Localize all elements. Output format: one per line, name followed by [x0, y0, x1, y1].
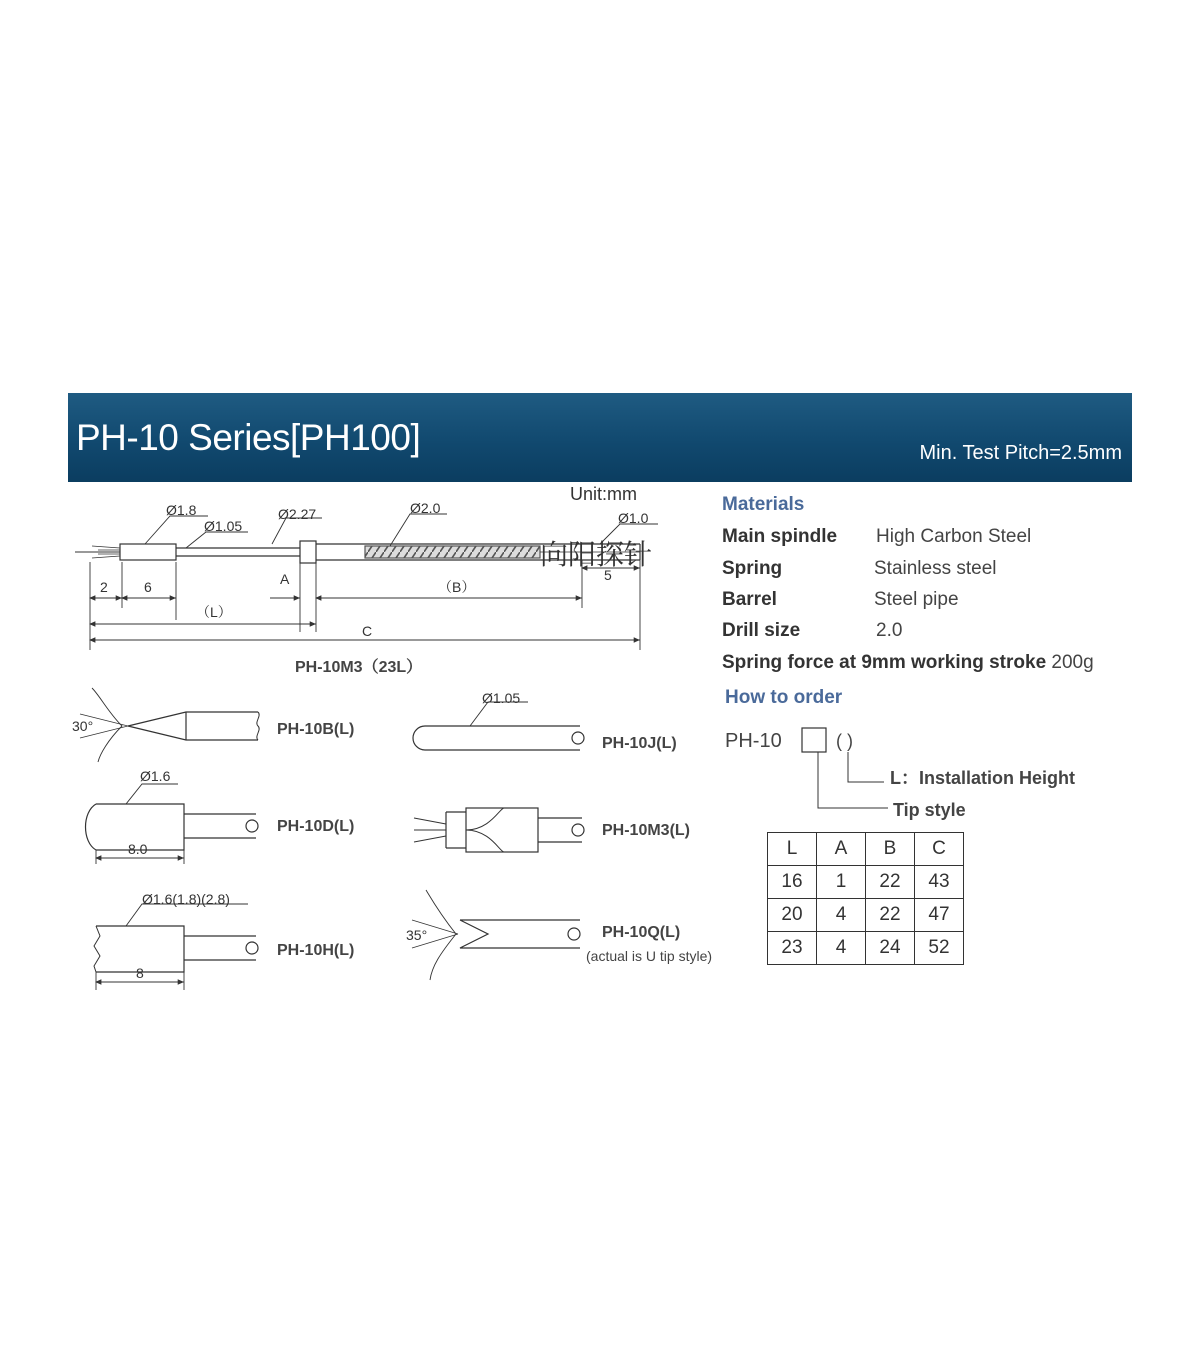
table-cell: 22	[866, 866, 915, 899]
tip-d-len: 8.0	[128, 841, 148, 857]
material-value: Stainless steel	[874, 558, 997, 579]
tip-m3-drawing	[414, 808, 584, 852]
tip-b-angle: 30°	[72, 718, 94, 734]
dim-len-b: （B）	[438, 579, 476, 595]
table-cell: 23	[768, 932, 817, 965]
order-heading: How to order	[725, 687, 843, 708]
tip-d-label: PH-10D(L)	[277, 818, 355, 835]
dim-len-l: （L）	[196, 604, 232, 620]
tip-d-dia: Ø1.6	[140, 768, 171, 784]
material-row	[722, 620, 903, 642]
dimension-table	[767, 832, 964, 965]
test-pitch: Min. Test Pitch=2.5mm	[919, 442, 1122, 464]
table-row	[768, 932, 964, 965]
table-header: L	[768, 833, 817, 866]
table-row	[768, 866, 964, 899]
table-cell: 43	[915, 866, 964, 899]
unit-label: Unit:mm	[570, 484, 637, 504]
table-cell: 16	[768, 866, 817, 899]
tip-b-label: PH-10B(L)	[277, 721, 355, 738]
table-cell: 4	[817, 899, 866, 932]
table-header: C	[915, 833, 964, 866]
material-key: Main spindle	[722, 526, 838, 547]
tip-h-dia: Ø1.6(1.8)(2.8)	[142, 891, 230, 907]
table-cell: 20	[768, 899, 817, 932]
dim-len-c: C	[362, 623, 373, 639]
table-header: B	[866, 833, 915, 866]
tip-h-drawing	[94, 904, 258, 990]
material-row	[722, 558, 997, 580]
dim-len-6: 6	[144, 579, 152, 595]
page-title: PH-10 Series[PH100]	[76, 417, 421, 458]
install-height-label: L：Installation Height	[890, 768, 1076, 788]
watermark-text: 向阳探针	[540, 538, 653, 571]
table-cell: 1	[817, 866, 866, 899]
material-row	[722, 526, 1032, 548]
table-row	[768, 899, 964, 932]
tip-j-drawing	[413, 702, 584, 750]
tip-q-drawing	[412, 890, 580, 980]
tip-q-label: PH-10Q(L)	[602, 924, 681, 941]
table-cell: 52	[915, 932, 964, 965]
tip-d-drawing	[86, 784, 259, 864]
dim-d20: Ø2.0	[410, 500, 441, 516]
table-cell: 4	[817, 932, 866, 965]
order-paren: ( )	[836, 731, 853, 751]
materials-heading: Materials	[722, 494, 805, 515]
main-drawing-label: PH-10M3（23L）	[295, 659, 423, 676]
material-value: Steel pipe	[874, 589, 959, 610]
dim-d18: Ø1.8	[166, 502, 197, 518]
dim-len-a: A	[280, 571, 290, 587]
tip-h-len: 8	[136, 965, 144, 981]
material-value: 200g	[1051, 652, 1094, 673]
dim-d105: Ø1.05	[204, 518, 243, 534]
material-row	[722, 589, 959, 611]
material-value: 2.0	[876, 620, 903, 641]
material-key: Barrel	[722, 589, 777, 610]
material-key: Spring	[722, 558, 783, 579]
tip-m3-label: PH-10M3(L)	[602, 822, 691, 839]
tip-h-label: PH-10H(L)	[277, 942, 355, 959]
tip-j-label: PH-10J(L)	[602, 735, 677, 752]
dim-len-2: 2	[100, 579, 108, 595]
material-key: Drill size	[722, 620, 801, 641]
dim-len-5: 5	[604, 567, 612, 583]
material-row	[722, 652, 1094, 674]
dim-d10: Ø1.0	[618, 510, 649, 526]
tip-q-angle: 35°	[406, 927, 428, 943]
material-key: Spring force at 9mm working stroke	[722, 652, 1047, 673]
order-model: PH-10	[725, 730, 782, 752]
tip-style-label: Tip style	[893, 800, 966, 820]
dim-d227: Ø2.27	[278, 506, 317, 522]
order-box	[802, 728, 826, 752]
table-header: A	[817, 833, 866, 866]
table-cell: 22	[866, 899, 915, 932]
table-header-row	[768, 833, 964, 866]
material-value: High Carbon Steel	[876, 526, 1032, 547]
tip-j-dia: Ø1.05	[482, 690, 521, 706]
table-cell: 24	[866, 932, 915, 965]
tip-b-drawing	[80, 688, 259, 762]
table-cell: 47	[915, 899, 964, 932]
tip-q-note: (actual is U tip style)	[586, 948, 713, 964]
